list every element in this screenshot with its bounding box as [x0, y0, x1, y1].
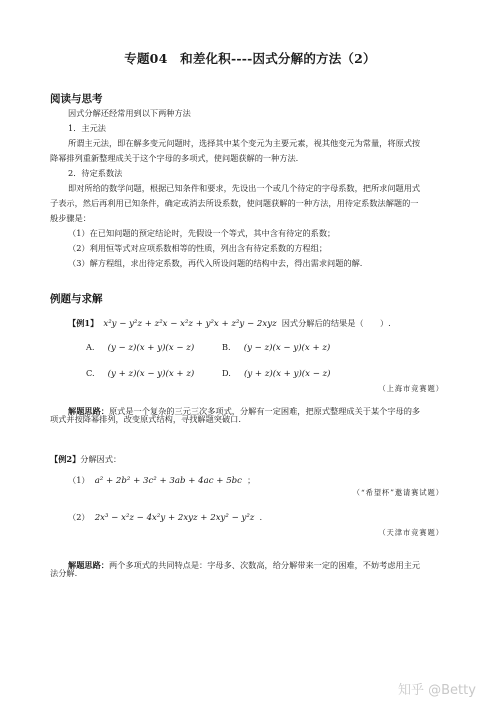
example2-label: 【例2】: [50, 454, 81, 464]
example2-thinking-label: 解题思路：: [68, 560, 109, 570]
example1-prompt: 因式分解后的结果是（ ）.: [281, 318, 391, 328]
method2-line2: 子表示，然后再利用已知条件，确定或消去所设系数，使问题获解的一种方法，用待定系数法解题的一: [50, 198, 419, 208]
option-b: [222, 335, 330, 354]
example2-item1-source: （“希望杯”邀请赛试题）: [352, 488, 444, 497]
example2-item1-number: （1）: [68, 475, 90, 485]
page-title: 专题04 和差化积----因式分解的方法（2）: [124, 51, 376, 66]
example1-thinking-label: 解题思路：: [68, 406, 109, 416]
example2-item2-end: .: [259, 512, 263, 522]
method1-title: 1．主元法: [68, 123, 106, 133]
example1-source: （上海市竞赛题）: [378, 384, 444, 393]
example2-item2-source: （天津市竞赛题）: [378, 528, 444, 537]
option-d-expression: (y + z)(x + y)(x − z): [243, 369, 331, 379]
option-c-expression: (y + z)(x − y)(x + z): [107, 369, 195, 379]
example1-expression: x²y − y²z + z²x − x²z + y²x + z²y − 2xyz: [103, 319, 277, 329]
method1-line1: 所谓主元法，即在解多变元问题时，选择其中某个变元为主要元素，视其他变元为常量，将原式按: [68, 138, 421, 148]
method2-step1: （1）在已知问题的预定结论时，先假设一个等式，其中含有待定的系数；: [68, 228, 336, 238]
example2-heading: [50, 447, 121, 466]
example2-item2: [68, 505, 262, 524]
example2-item1: [68, 468, 255, 487]
method2-title: 2．待定系数法: [68, 168, 123, 178]
examples-heading: 例题与求解: [50, 293, 103, 305]
example2-item1-end: ；: [247, 475, 256, 485]
method1-line2: 降幂排列重新整理成关于这个字母的多项式，使问题获解的一种方法.: [50, 153, 299, 163]
example1-label: 【例1】: [68, 318, 99, 328]
example2-thinking-line1: [68, 553, 420, 572]
example1-thinking-line2: 项式并按降幂排列，改变原式结构，寻找解题突破口.: [50, 414, 241, 424]
method2-step3: （3）解方程组，求出待定系数，再代入所设问题的结构中去，得出需求问题的解.: [68, 258, 363, 268]
option-b-expression: (y − z)(x − y)(x + z): [243, 343, 331, 353]
reading-intro: 因式分解还经常用到以下两种方法: [68, 108, 191, 118]
example1-thinking-text: 原式是一个复杂的三元三次多项式，分解有一定困难，把原式整理成关于某个字母的多: [108, 406, 421, 416]
reading-heading: 阅读与思考: [50, 93, 103, 105]
option-a-expression: (y − z)(x + y)(x − z): [107, 343, 195, 353]
option-c-letter: C.: [86, 368, 95, 378]
method2-line1: 即对所给的数学问题，根据已知条件和要求，先设出一个或几个待定的字母系数，把所求问题用式: [68, 183, 421, 193]
example2-item2-expression: 2x³ − x²z − 4x²y + 2xyz + 2xy² − y²z: [94, 513, 255, 523]
method2-line3: 般步骤是：: [50, 213, 91, 223]
option-c: [86, 361, 194, 380]
watermark: 知乎 @Betty: [398, 683, 476, 698]
option-a-letter: A.: [86, 342, 95, 352]
example1-question: [68, 311, 391, 330]
option-d: [222, 361, 331, 380]
example2-item2-number: （2）: [68, 512, 90, 522]
example2-thinking-line2: 法分解.: [50, 568, 78, 578]
option-d-letter: D.: [222, 368, 231, 378]
method2-step2: （2）利用恒等式对应项系数相等的性质，列出含有待定系数的方程组；: [68, 243, 328, 253]
example2-thinking-text: 两个多项式的共同特点是：字母多、次数高，给分解带来一定的困难，不妨考虑用主元: [108, 560, 421, 570]
option-a: [86, 335, 194, 354]
example2-item1-expression: a² + 2b² + 3c² + 3ab + 4ac + 5bc: [94, 476, 242, 486]
option-b-letter: B.: [222, 342, 231, 352]
example2-prompt: 分解因式：: [80, 454, 122, 464]
